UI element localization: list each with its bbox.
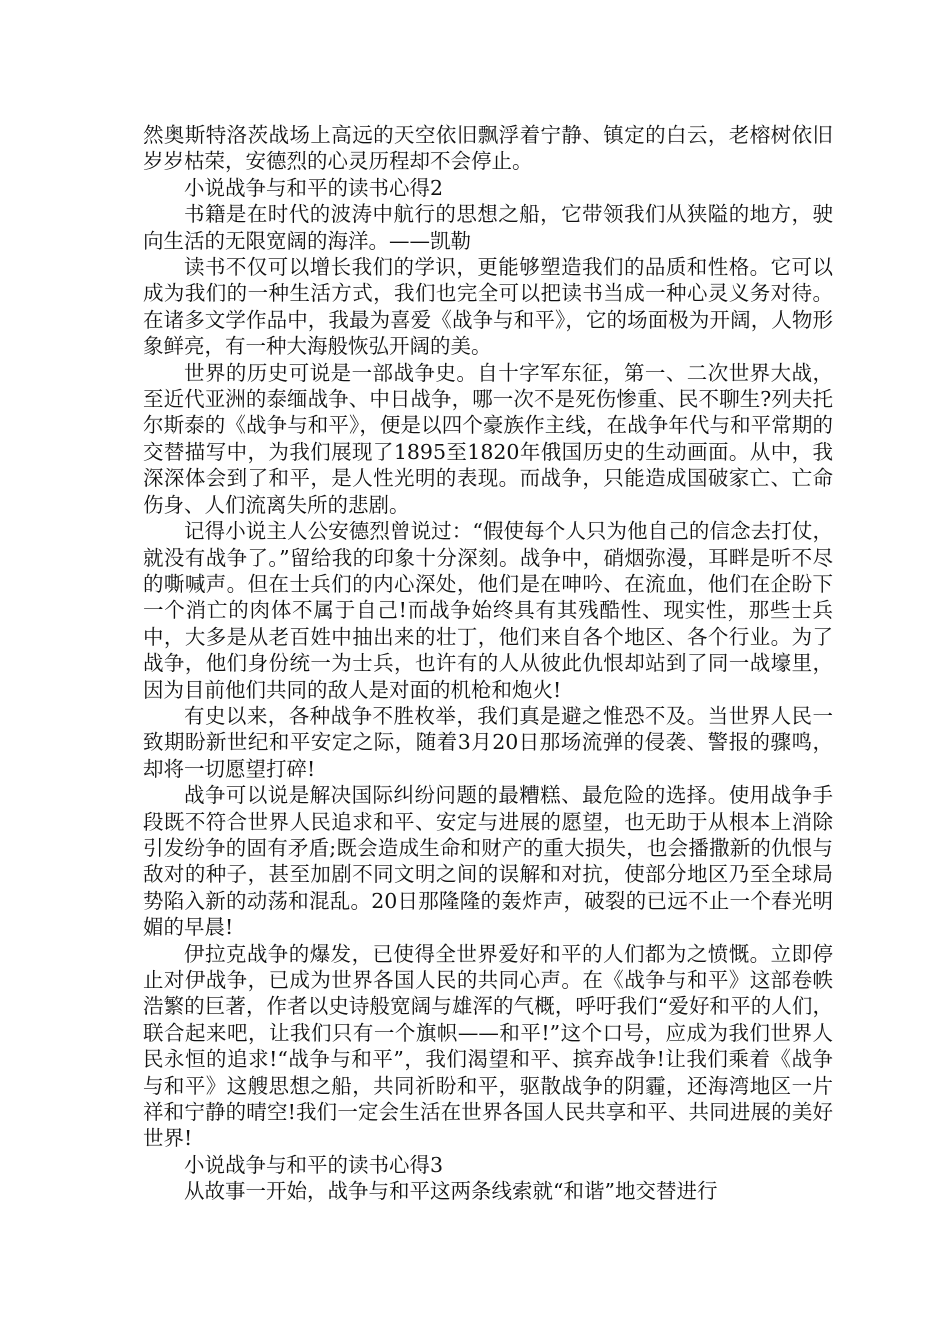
paragraph-continuation: 然奥斯特洛茨战场上高远的天空依旧飘浮着宁静、镇定的白云，老榕树依旧岁岁枯荣，安德烈的心灵历程却不会停止。 [143, 123, 833, 174]
document-body [143, 122, 833, 1205]
paragraph-wars-numerous: 有史以来，各种战争不胜枚举，我们真是避之惟恐不及。当世界人民一致期盼新世纪和平安定之际，随着3月20日那场流弹的侵袭、警报的骤鸣，却将一切愿望打碎! [143, 703, 833, 781]
paragraph-quote-keller: 书籍是在时代的波涛中航行的思想之船，它带领我们从狭隘的地方，驶向生活的无限宽阔的海洋。——凯勒 [143, 202, 833, 253]
section-heading-2: 小说战争与和平的读书心得2 [184, 175, 444, 200]
paragraph-story-begins: 从故事一开始，战争与和平这两条线索就“和谐”地交替进行 [184, 1179, 718, 1204]
paragraph-andrei-quote: 记得小说主人公安德烈曾说过：“假使每个人只为他自己的信念去打仗，就没有战争了。”留给我的印象十分深刻。战争中，硝烟弥漫，耳畔是听不尽的嘶喊声。但在士兵们的内心深处，他们是在呻吟、在流血，他们在企盼下一个消亡的肉体不属于自己!而战争始终具有其残酷性、现实性，那些士兵中，大多是从老百姓中抽出来的壮丁，他们来自各个地区、各个行业。为了战争，他们身份统一为士兵，也许有的人从彼此仇恨却站到了同一战壕里，因为目前他们共同的敌人是对面的机枪和炮火! [143, 519, 833, 702]
paragraph-history-of-war: 世界的历史可说是一部战争史。自十字军东征，第一、二次世界大战，至近代亚洲的泰缅战争、中日战争，哪一次不是死伤惨重、民不聊生?列夫托尔斯泰的《战争与和平》，便是以四个豪族作主线，在战争年代与和平常期的交替描写中，为我们展现了1895至1820年俄国历史的生动画面。从中，我深深体会到了和平，是人性光明的表现。而战争，只能造成国破家亡、亡命伤身、人们流离失所的悲剧。 [143, 360, 833, 517]
paragraph-reading-value: 读书不仅可以增长我们的学识，更能够塑造我们的品质和性格。它可以成为我们的一种生活方式，我们也完全可以把读书当成一种心灵义务对待。在诸多文学作品中，我最为喜爱《战争与和平》，它的场面极为开阔，人物形象鲜亮，有一种大海般恢弘开阔的美。 [143, 255, 833, 359]
section-heading-3: 小说战争与和平的读书心得3 [184, 1152, 444, 1177]
paragraph-war-worst-choice: 战争可以说是解决国际纠纷问题的最糟糕、最危险的选择。使用战争手段既不符合世界人民追求和平、安定与进展的愿望，也无助于从根本上消除引发纷争的固有矛盾;既会造成生命和财产的重大损失，也会播撒新的仇恨与敌对的种子，甚至加剧不同文明之间的误解和对抗，使部分地区乃至全球局势陷入新的动荡和混乱。20日那隆隆的轰炸声，破裂的已远不止一个春光明媚的早晨! [143, 783, 833, 940]
paragraph-iraq-war: 伊拉克战争的爆发，已使得全世界爱好和平的人们都为之愤慨。立即停止对伊战争，已成为世界各国人民的共同心声。在《战争与和平》这部卷帙浩繁的巨著，作者以史诗般宽阔与雄浑的气概，呼吁我们“爱好和平的人们，联合起来吧，让我们只有一个旗帜——和平!”这个口号，应成为我们世界人民永恒的追求!“战争与和平”，我们渴望和平、摈弃战争!让我们乘着《战争与和平》这艘思想之船，共同祈盼和平，驱散战争的阴霾，还海湾地区一片祥和宁静的晴空!我们一定会生活在世界各国人民共享和平、共同进展的美好世界! [143, 941, 833, 1151]
